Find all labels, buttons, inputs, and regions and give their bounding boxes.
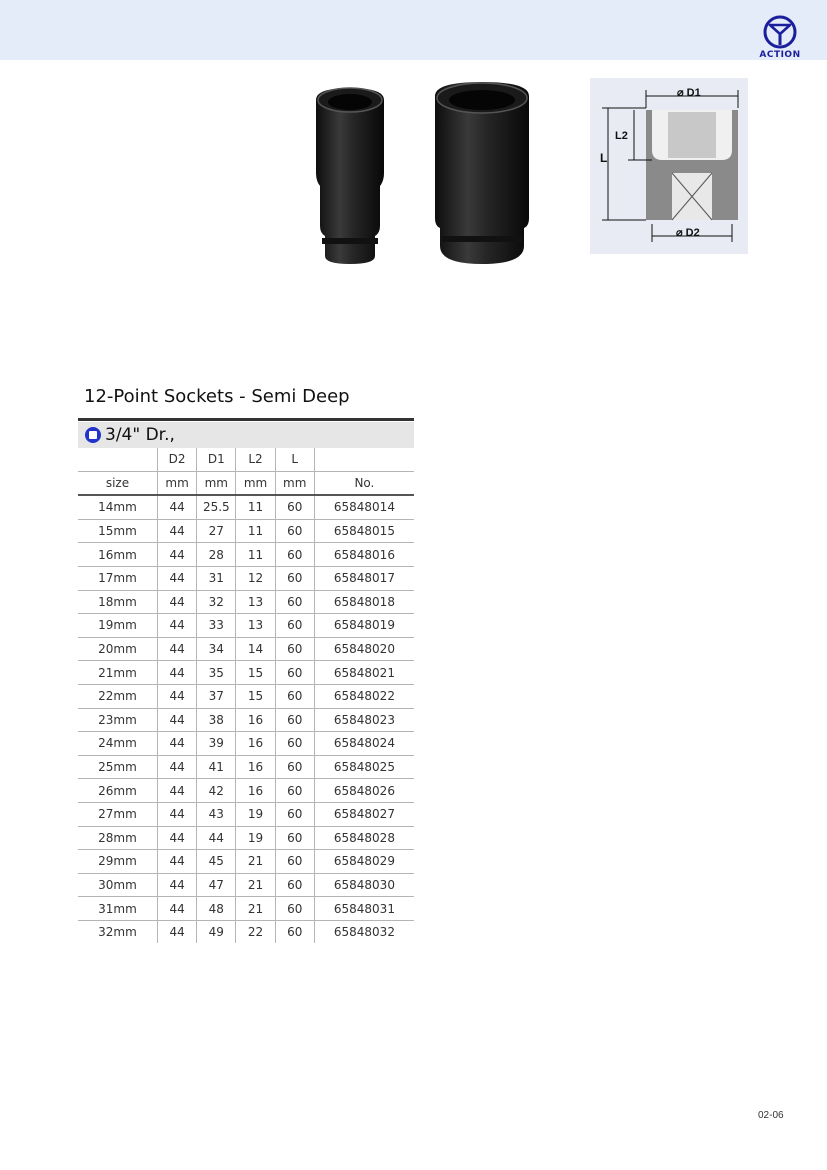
table-header-row <box>78 448 414 471</box>
unit-cell: mm <box>275 471 314 495</box>
table-row <box>78 873 414 897</box>
table-cell: 41 <box>197 755 236 779</box>
table-cell: 19mm <box>78 614 157 638</box>
table-cell: 18mm <box>78 590 157 614</box>
table-cell: 65848024 <box>314 732 414 756</box>
table-cell: 15 <box>236 661 275 685</box>
table-cell: 21 <box>236 897 275 921</box>
table-cell: 44 <box>157 873 196 897</box>
table-cell: 44 <box>157 637 196 661</box>
section-title: 12-Point Sockets - Semi Deep <box>84 386 350 407</box>
table-row <box>78 732 414 756</box>
table-cell: 44 <box>157 732 196 756</box>
table-cell: 14 <box>236 637 275 661</box>
table-cell: 60 <box>275 614 314 638</box>
table-cell: 65848022 <box>314 684 414 708</box>
table-cell: 16 <box>236 779 275 803</box>
table-row <box>78 897 414 921</box>
table-cell: 42 <box>197 779 236 803</box>
header-cell <box>314 448 414 471</box>
table-cell: 27mm <box>78 802 157 826</box>
table-cell: 44 <box>157 897 196 921</box>
table-cell: 34 <box>197 637 236 661</box>
table-cell: 60 <box>275 708 314 732</box>
table-cell: 13 <box>236 590 275 614</box>
table-cell: 44 <box>157 920 196 943</box>
table-cell: 19 <box>236 826 275 850</box>
table-cell: 60 <box>275 637 314 661</box>
table-cell: 22 <box>236 920 275 943</box>
table-cell: 44 <box>157 708 196 732</box>
title-divider <box>78 418 414 421</box>
table-cell: 65848026 <box>314 779 414 803</box>
table-row <box>78 708 414 732</box>
table-cell: 60 <box>275 732 314 756</box>
table-cell: 60 <box>275 684 314 708</box>
socket-photo-icon <box>300 78 550 268</box>
table-cell: 65848032 <box>314 920 414 943</box>
table-cell: 11 <box>236 495 275 519</box>
table-cell: 60 <box>275 661 314 685</box>
table-cell: 11 <box>236 543 275 567</box>
table-cell: 48 <box>197 897 236 921</box>
table-cell: 44 <box>157 755 196 779</box>
table-cell: 32 <box>197 590 236 614</box>
table-cell: 65848027 <box>314 802 414 826</box>
table-cell: 30mm <box>78 873 157 897</box>
table-cell: 35 <box>197 661 236 685</box>
table-cell: 65848020 <box>314 637 414 661</box>
table-cell: 26mm <box>78 779 157 803</box>
table-row <box>78 543 414 567</box>
table-cell: 16 <box>236 708 275 732</box>
table-cell: 28 <box>197 543 236 567</box>
label-l: L <box>600 151 608 165</box>
table-cell: 16 <box>236 732 275 756</box>
table-cell: 65848023 <box>314 708 414 732</box>
spec-table <box>78 448 414 943</box>
table-cell: 24mm <box>78 732 157 756</box>
table-cell: 65848015 <box>314 519 414 543</box>
table-cell: 65848014 <box>314 495 414 519</box>
unit-cell: mm <box>236 471 275 495</box>
table-row <box>78 661 414 685</box>
table-cell: 49 <box>197 920 236 943</box>
table-cell: 60 <box>275 590 314 614</box>
table-cell: 44 <box>157 802 196 826</box>
table-cell: 47 <box>197 873 236 897</box>
unit-cell: mm <box>157 471 196 495</box>
label-d1: ⌀ D1 <box>677 87 701 99</box>
table-row <box>78 755 414 779</box>
table-row <box>78 684 414 708</box>
table-row <box>78 590 414 614</box>
table-row <box>78 614 414 638</box>
table-cell: 16mm <box>78 543 157 567</box>
table-cell: 29mm <box>78 850 157 874</box>
table-cell: 44 <box>157 614 196 638</box>
table-cell: 65848030 <box>314 873 414 897</box>
table-cell: 19 <box>236 802 275 826</box>
table-cell: 38 <box>197 708 236 732</box>
table-cell: 21mm <box>78 661 157 685</box>
table-row <box>78 802 414 826</box>
table-cell: 60 <box>275 826 314 850</box>
table-cell: 60 <box>275 543 314 567</box>
label-l2: L2 <box>615 130 628 142</box>
table-row <box>78 566 414 590</box>
product-photo <box>300 78 550 268</box>
table-cell: 60 <box>275 873 314 897</box>
table-cell: 31 <box>197 566 236 590</box>
table-cell: 44 <box>157 850 196 874</box>
drive-size-bar <box>78 422 414 448</box>
table-cell: 60 <box>275 519 314 543</box>
table-cell: 43 <box>197 802 236 826</box>
table-cell: 21 <box>236 850 275 874</box>
table-cell: 65848025 <box>314 755 414 779</box>
drive-size-label: 3/4" Dr., <box>105 425 175 445</box>
brand-logo <box>757 14 803 62</box>
unit-cell: mm <box>197 471 236 495</box>
table-cell: 39 <box>197 732 236 756</box>
table-cell: 65848031 <box>314 897 414 921</box>
table-cell: 44 <box>157 543 196 567</box>
page-number: 02-06 <box>758 1110 784 1121</box>
table-cell: 44 <box>157 519 196 543</box>
square-drive-icon <box>85 427 101 443</box>
table-cell: 31mm <box>78 897 157 921</box>
table-cell: 45 <box>197 850 236 874</box>
unit-cell: size <box>78 471 157 495</box>
header-cell <box>78 448 157 471</box>
table-cell: 28mm <box>78 826 157 850</box>
dimension-diagram <box>590 78 748 254</box>
table-cell: 60 <box>275 920 314 943</box>
table-cell: 12 <box>236 566 275 590</box>
table-cell: 21 <box>236 873 275 897</box>
table-cell: 13 <box>236 614 275 638</box>
table-cell: 25mm <box>78 755 157 779</box>
table-cell: 15 <box>236 684 275 708</box>
table-unit-row <box>78 471 414 495</box>
table-row <box>78 637 414 661</box>
table-cell: 16 <box>236 755 275 779</box>
table-cell: 60 <box>275 779 314 803</box>
top-header-band <box>0 0 827 60</box>
table-cell: 60 <box>275 566 314 590</box>
table-cell: 37 <box>197 684 236 708</box>
brand-logo-icon <box>757 14 803 50</box>
brand-logo-text: ACTION <box>759 50 801 60</box>
table-cell: 65848016 <box>314 543 414 567</box>
table-cell: 44 <box>157 495 196 519</box>
table-row <box>78 495 414 519</box>
table-cell: 60 <box>275 802 314 826</box>
table-row <box>78 826 414 850</box>
table-cell: 14mm <box>78 495 157 519</box>
table-cell: 65848019 <box>314 614 414 638</box>
socket-dimension-icon <box>590 78 748 254</box>
table-cell: 44 <box>157 566 196 590</box>
table-cell: 65848029 <box>314 850 414 874</box>
unit-cell: No. <box>314 471 414 495</box>
table-row <box>78 850 414 874</box>
table-cell: 44 <box>197 826 236 850</box>
label-d2: ⌀ D2 <box>676 227 700 239</box>
table-cell: 44 <box>157 684 196 708</box>
header-cell: L2 <box>236 448 275 471</box>
table-cell: 44 <box>157 826 196 850</box>
table-cell: 44 <box>157 590 196 614</box>
table-cell: 44 <box>157 661 196 685</box>
table-cell: 60 <box>275 897 314 921</box>
table-cell: 15mm <box>78 519 157 543</box>
table-row <box>78 519 414 543</box>
table-cell: 20mm <box>78 637 157 661</box>
table-cell: 65848018 <box>314 590 414 614</box>
table-cell: 65848028 <box>314 826 414 850</box>
table-cell: 22mm <box>78 684 157 708</box>
table-cell: 25.5 <box>197 495 236 519</box>
table-row <box>78 920 414 943</box>
header-cell: D2 <box>157 448 196 471</box>
table-cell: 60 <box>275 850 314 874</box>
table-cell: 60 <box>275 755 314 779</box>
table-row <box>78 779 414 803</box>
table-cell: 27 <box>197 519 236 543</box>
table-cell: 23mm <box>78 708 157 732</box>
table-cell: 65848021 <box>314 661 414 685</box>
table-cell: 11 <box>236 519 275 543</box>
table-cell: 65848017 <box>314 566 414 590</box>
table-cell: 44 <box>157 779 196 803</box>
table-cell: 32mm <box>98 925 137 940</box>
header-cell: D1 <box>197 448 236 471</box>
table-cell: 17mm <box>78 566 157 590</box>
table-cell: 33 <box>197 614 236 638</box>
header-cell: L <box>275 448 314 471</box>
table-cell: 60 <box>275 495 314 519</box>
